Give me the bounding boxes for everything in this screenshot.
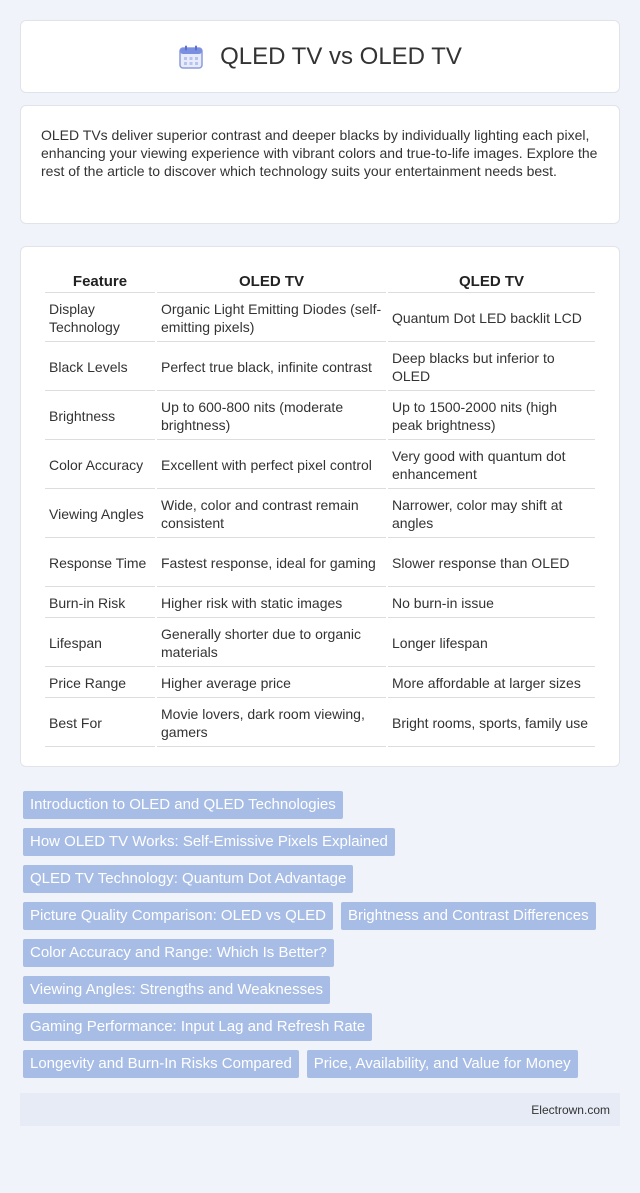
table-row (45, 393, 595, 440)
feature-cell: Display Technology (45, 295, 155, 342)
oled-cell: Higher risk with static images (157, 589, 386, 618)
feature-cell: Black Levels (45, 344, 155, 391)
qled-cell: Bright rooms, sports, family use (388, 700, 595, 747)
page-title: QLED TV vs OLED TV (220, 42, 462, 70)
title-card (20, 20, 620, 93)
qled-cell: Very good with quantum dot enhancement (388, 442, 595, 489)
topic-link-longevity-burn-in[interactable]: Longevity and Burn-In Risks Compared (23, 1050, 299, 1078)
footer-site-name: Electrown.com (531, 1102, 610, 1117)
topic-link-introduction[interactable]: Introduction to OLED and QLED Technologies (23, 791, 343, 819)
oled-cell: Generally shorter due to organic materials (157, 620, 386, 667)
footer (20, 1093, 620, 1126)
table-row (45, 344, 595, 391)
oled-cell: Up to 600-800 nits (moderate brightness) (157, 393, 386, 440)
table-row (45, 491, 595, 538)
feature-cell: Burn-in Risk (45, 589, 155, 618)
table-row (45, 442, 595, 489)
feature-cell: Response Time (45, 540, 155, 587)
oled-cell: Perfect true black, infinite contrast (157, 344, 386, 391)
header-qled: QLED TV (388, 269, 595, 293)
table-row (45, 589, 595, 618)
topic-link-gaming-performance[interactable]: Gaming Performance: Input Lag and Refresh Rate (23, 1013, 372, 1041)
header-oled: OLED TV (157, 269, 386, 293)
table-row (45, 540, 595, 587)
oled-cell: Organic Light Emitting Diodes (self-emitting pixels) (157, 295, 386, 342)
oled-cell: Wide, color and contrast remain consistent (157, 491, 386, 538)
qled-cell: Deep blacks but inferior to OLED (388, 344, 595, 391)
qled-cell: Quantum Dot LED backlit LCD (388, 295, 595, 342)
qled-cell: Slower response than OLED (388, 540, 595, 587)
feature-cell: Price Range (45, 669, 155, 698)
header-feature: Feature (45, 269, 155, 293)
topic-link-picture-quality[interactable]: Picture Quality Comparison: OLED vs QLED (23, 902, 333, 930)
qled-cell: Up to 1500-2000 nits (high peak brightness) (388, 393, 595, 440)
feature-cell: Viewing Angles (45, 491, 155, 538)
table-header-row (45, 269, 595, 293)
oled-cell: Fastest response, ideal for gaming (157, 540, 386, 587)
qled-cell: No burn-in issue (388, 589, 595, 618)
feature-cell: Brightness (45, 393, 155, 440)
topic-links (20, 791, 620, 1078)
topic-link-how-oled-works[interactable]: How OLED TV Works: Self-Emissive Pixels Explained (23, 828, 395, 856)
feature-cell: Lifespan (45, 620, 155, 667)
topic-link-price-value[interactable]: Price, Availability, and Value for Money (307, 1050, 578, 1078)
topic-link-viewing-angles[interactable]: Viewing Angles: Strengths and Weaknesses (23, 976, 330, 1004)
oled-cell: Movie lovers, dark room viewing, gamers (157, 700, 386, 747)
qled-cell: More affordable at larger sizes (388, 669, 595, 698)
qled-cell: Narrower, color may shift at angles (388, 491, 595, 538)
table-row (45, 620, 595, 667)
intro-card (20, 105, 620, 224)
comparison-table-card (20, 246, 620, 767)
table-row (45, 700, 595, 747)
oled-cell: Higher average price (157, 669, 386, 698)
topic-link-brightness-contrast[interactable]: Brightness and Contrast Differences (341, 902, 596, 930)
topic-link-color-accuracy[interactable]: Color Accuracy and Range: Which Is Better? (23, 939, 334, 967)
comparison-table (43, 267, 597, 749)
table-row (45, 295, 595, 342)
oled-cell: Excellent with perfect pixel control (157, 442, 386, 489)
feature-cell: Best For (45, 700, 155, 747)
qled-cell: Longer lifespan (388, 620, 595, 667)
feature-cell: Color Accuracy (45, 442, 155, 489)
table-row (45, 669, 595, 698)
intro-text: OLED TVs deliver superior contrast and deeper blacks by individually lighting each pixel, enhancing your viewing experience with vibrant colors and true-to-life images. Explore the rest of the article to discover which technology suits your entertainment needs best. (41, 127, 598, 179)
topic-link-qled-technology[interactable]: QLED TV Technology: Quantum Dot Advantage (23, 865, 353, 893)
calendar-icon (178, 44, 204, 70)
